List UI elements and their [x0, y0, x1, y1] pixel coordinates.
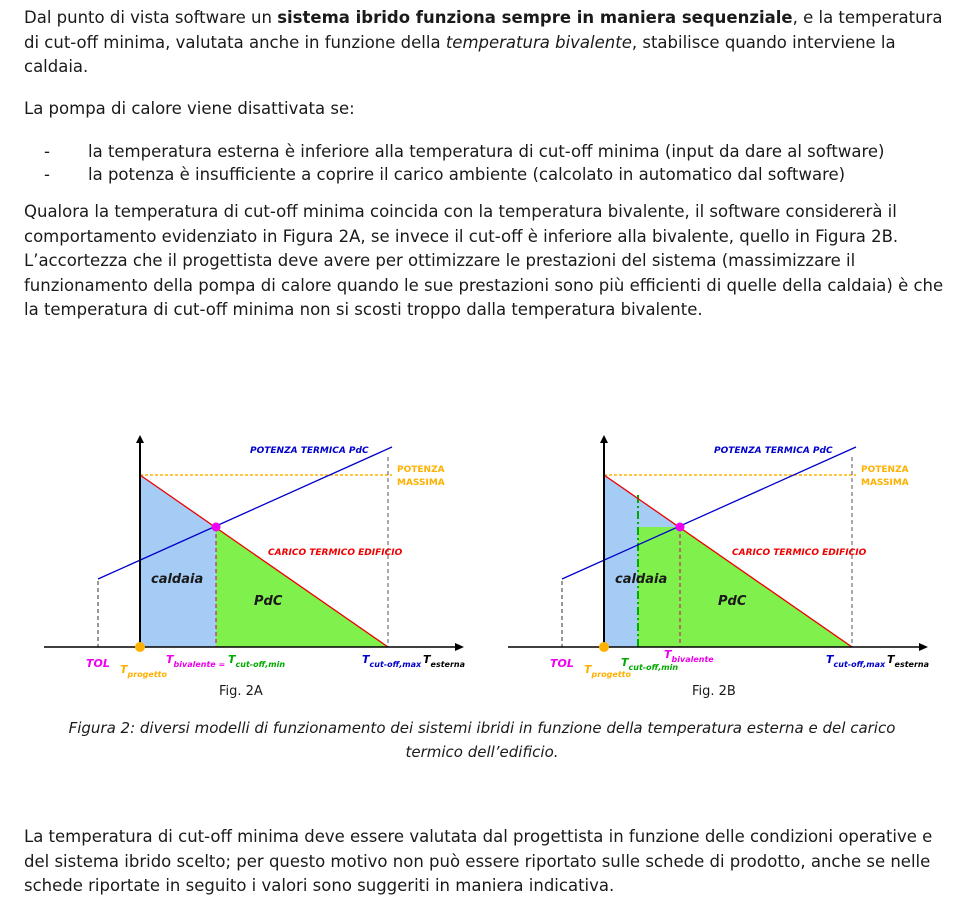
carico-label: CARICO TERMICO EDIFICIO [268, 548, 403, 558]
t-progetto-label: $T_{progetto}$ [120, 663, 167, 679]
x-axis-arrow [455, 643, 464, 651]
heat-pump-off-intro: La pompa di calore viene disattivata se: [24, 99, 355, 118]
t-cutoff-min-label: $T_{cut-off,min}$ [621, 656, 679, 672]
conditions-list [24, 140, 944, 186]
potenza-massima-label: POTENZA [861, 465, 909, 475]
y-axis-arrow [136, 435, 144, 443]
y-axis-arrow [600, 435, 608, 443]
intro-paragraph: Dal punto di vista software un sistema ibrido funziona sempre in maniera sequenziale, e la temperatura di cut-off minima, valutata anche in funzione della temperatura bivalente, stabilisce quando interviene la caldaia. [24, 8, 943, 76]
figure-2a [40, 435, 470, 685]
figure-2b [504, 435, 934, 685]
potenza-massima-label-2: MASSIMA [397, 478, 445, 488]
t-esterna-label: $T_{esterna}$ [423, 653, 465, 669]
caldaia-area [604, 475, 638, 647]
t-bivalente-cutoff-label: $T_{bivalente} = T_{cut-off,min}$ [166, 653, 286, 669]
potenza-massima-label: POTENZA [397, 465, 445, 475]
x-axis-arrow [919, 643, 928, 651]
t-progetto-label: $T_{progetto}$ [584, 663, 631, 679]
potenza-termica-label: POTENZA TERMICA PdC [714, 446, 833, 456]
t-cutoff-max-label: $T_{cut-off,max}$ [826, 653, 886, 669]
pdc-label: PdC [254, 594, 283, 609]
cutoff-paragraph: Qualora la temperatura di cut-off minima coincida con la temperatura bivalente, il software considererà il comportamento evidenziato in Figura 2A, se invece il cut-off è inferiore alla bivalente, quello in Figura 2B. L’accortezza che il progettista deve avere per ottimizzare le prestazioni del sistema (massimizzare il funzionamento della pompa di calore quando le sue prestazioni sono più efficienti di quelle della caldaia) è che la temperatura di cut-off minima non si scosti troppo dalla temperatura bivalente. [24, 202, 944, 319]
list-item: - la temperatura esterna è inferiore alla temperatura di cut-off minima (input da dare al software) [44, 142, 885, 161]
t-bivalente-label: $T_{bivalente}$ [664, 648, 714, 664]
closing-paragraph: La temperatura di cut-off minima deve essere valutata dal progettista in funzione delle condizioni operative e del sistema ibrido scelto; per questo motivo non può essere riportato sulle schede di prodotto, anche se nelle schede riportate in seguito i valori sono suggeriti in maniera indicativa. [24, 827, 933, 895]
t-esterna-label: $T_{esterna}$ [887, 653, 929, 669]
bivalente-point [676, 523, 685, 532]
pdc-label: PdC [718, 594, 747, 609]
progetto-point [135, 642, 145, 652]
caldaia-label: caldaia [615, 572, 668, 587]
tol-label: TOL [86, 657, 110, 670]
progetto-point [599, 642, 609, 652]
pdc-area [638, 527, 852, 647]
figure-caption: Figura 2: diversi modelli di funzionamento dei sistemi ibridi in funzione della temperatura esterna e del carico termico dell’edificio. [68, 719, 896, 761]
fig-2b-label: Fig. 2B [692, 684, 736, 699]
potenza-massima-label-2: MASSIMA [861, 478, 909, 488]
t-cutoff-max-label: $T_{cut-off,max}$ [362, 653, 422, 669]
list-item: - la potenza è insufficiente a coprire il carico ambiente (calcolato in automatico dal software) [44, 165, 846, 184]
tol-label: TOL [550, 657, 574, 670]
potenza-termica-label: POTENZA TERMICA PdC [250, 446, 369, 456]
bivalente-point [212, 523, 221, 532]
fig-2a-label: Fig. 2A [219, 684, 263, 699]
carico-label: CARICO TERMICO EDIFICIO [732, 548, 867, 558]
caldaia-label: caldaia [151, 572, 204, 587]
